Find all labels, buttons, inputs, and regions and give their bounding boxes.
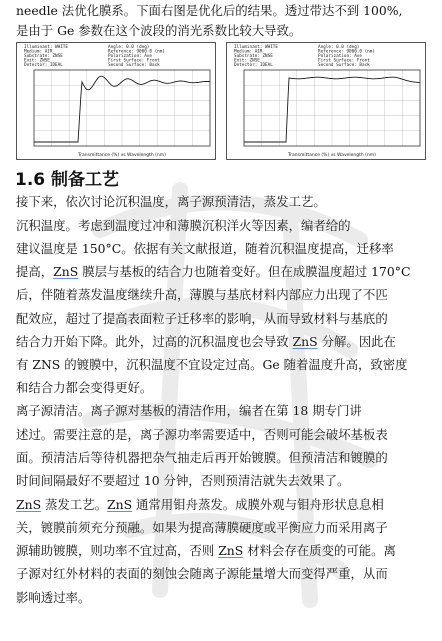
transmittance-chart-after xyxy=(226,42,426,160)
paragraph-2-line-5: 配效应，超过了提高表面粒子迁移率的影响，从而导致材料与基底的 xyxy=(16,311,388,326)
paragraph-3-line-3: 面。预清洁后等待机器把杂气抽走后再开始镀膜。但预清洁和镀膜的 xyxy=(16,450,388,465)
paragraph-2-line-4: 后，伴随着蒸发温度继续升高，薄膜与基底材料内部应力出现了不匹 xyxy=(16,287,388,302)
intro-line-1: needle 法优化膜系。下面右图是优化后的结果。透过带达不到 100%, xyxy=(16,3,403,18)
paragraph-4-line-4: 子源对红外材料的表面的刻蚀会随离子源能量增大而变得严重，从而 xyxy=(16,566,388,581)
chart-left-header-2a: Substrate: ZNSE xyxy=(24,54,63,59)
paragraph-3-line-2: 述过。需要注意的是，离子源功率需要适中，否则可能会破坏基板表 xyxy=(16,427,388,442)
chart-right-header-0a: Illuminant: WHITE xyxy=(234,45,278,50)
paragraph-1-line-1: 接下来，依次讨论沉积温度，离子源预清洁，蒸发工艺。 xyxy=(16,194,326,209)
spectrum-figures xyxy=(16,42,428,160)
chart-left-x-label: Transmittance (%) vs Wavelength (nm) xyxy=(78,153,166,158)
paragraph-2-line-1: 沉积温度。考虑到温度过冲和薄膜沉积洋火等因素，编者给的 xyxy=(16,218,351,233)
chart-left-header-1a: Medium: AIR xyxy=(24,49,53,55)
chart-left-header-0a: Illuminant: WHITE xyxy=(24,45,68,50)
chart-right-header-3b: First Surface: Front xyxy=(318,58,370,64)
term-znS: ZnS xyxy=(292,334,318,349)
paragraph-2-line-6: 结合力开始下降。此外，过高的沉积温度也会导致 ZnS 分解。因此在 xyxy=(16,334,396,349)
chart-left-header-4b: Second Surface: Back xyxy=(108,63,160,68)
paragraph-4-line-5: 影响透过率。 xyxy=(16,590,91,605)
chart-left-header-2b: Polarization: Ave xyxy=(108,54,152,59)
paragraph-3-line-1: 离子源清洁。离子源对基板的清洁作用，编者在第 18 期专门讲 xyxy=(16,403,362,418)
intro-line-2: 是由于 Ge 参数在这个波段的消光系数比较大导致。 xyxy=(16,23,302,38)
paragraph-4-line-1: ZnS 蒸发工艺。ZnS 通常用钼舟蒸发。成膜外观与钼舟形状息息相 xyxy=(16,497,384,512)
chart-right-header-4b: Second Surface: Back xyxy=(318,63,370,68)
chart-left-header-1b: Reference: 9000.0 (nm) xyxy=(108,49,165,55)
chart-left-header-3b: First Surface: Front xyxy=(108,58,160,64)
chart-right-header-2b: Polarization: Ave xyxy=(318,54,362,59)
transmittance-chart-after-svg xyxy=(226,42,426,160)
paragraph-2-line-7: 有 ZNS 的镀膜中，沉积温度不宜设定过高。Ge 随着温度升高，致密度 xyxy=(16,357,408,372)
section-title: 1.6 制备工艺 xyxy=(15,170,120,190)
paragraph-4-line-2: 关，镀膜前须充分预融。如果为提高薄膜硬度或平衡应力而采用离子 xyxy=(16,520,388,535)
paragraph-4-line-3: 源辅助镀膜，则功率不宜过高，否则 ZnS 材料会存在质变的可能。离 xyxy=(16,543,396,558)
chart-right-header-1a: Medium: AIR xyxy=(234,49,263,55)
chart-right-header-4a: Detector: IDEAL xyxy=(234,63,273,68)
paragraph-2-line-2: 建议温度是 150°C。依据有关文献报道，随着沉积温度提高，迁移率 xyxy=(16,241,394,256)
term-znS: ZnS xyxy=(16,497,42,512)
term-znS: ZnS xyxy=(218,543,244,558)
chart-right-header-0b: Angle: 0.0 (deg) xyxy=(318,45,360,50)
chart-left-header-3a: Exit: ZNSE xyxy=(24,58,50,64)
paragraph-2-line-8: 和结合力都会变得更好。 xyxy=(16,380,153,395)
transmittance-chart-before-svg xyxy=(16,42,216,160)
chart-right-header-1b: Reference: 9000.0 (nm) xyxy=(318,49,375,55)
chart-left-header-4a: Detector: IDEAL xyxy=(24,63,63,68)
chart-right-header-2a: Substrate: ZNSE xyxy=(234,54,273,59)
term-znS: ZnS xyxy=(53,264,79,279)
term-znS: ZnS xyxy=(106,497,133,512)
transmittance-chart-before xyxy=(16,42,216,160)
paragraph-3-line-4: 时间间隔最好不要超过 10 分钟，否则预清洁就失去效果了。 xyxy=(16,473,350,488)
chart-right-x-label: Transmittance (%) vs Wavelength (nm) xyxy=(288,153,376,158)
paragraph-2-line-3: 提高，ZnS 膜层与基板的结合力也随着变好。但在成膜温度超过 170°C xyxy=(16,264,411,279)
chart-left-header-0b: Angle: 0.0 (deg) xyxy=(108,45,150,50)
chart-right-header-3a: Exit: ZNSE xyxy=(234,58,260,64)
